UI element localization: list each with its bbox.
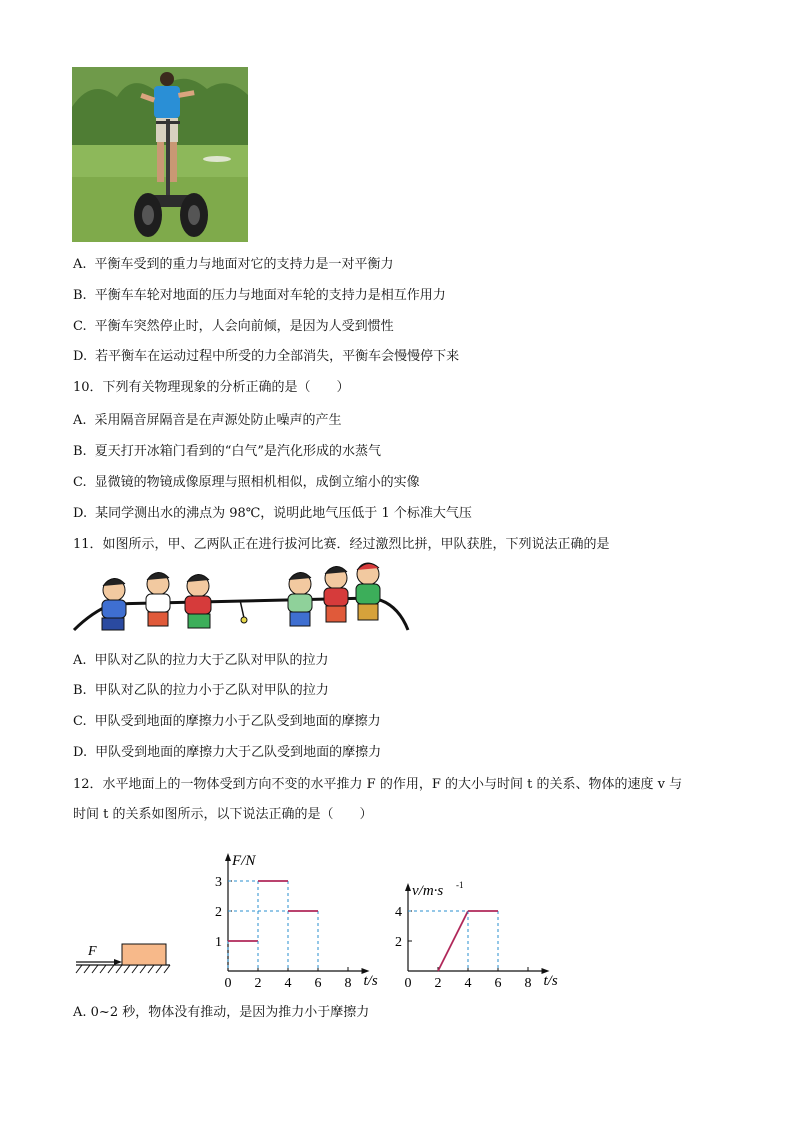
option-text: 显微镜的物镜成像原理与照相机相似，成倒立缩小的实像 — [94, 475, 420, 490]
x-tick-label: 4 — [284, 976, 292, 991]
option-label: D. — [73, 506, 88, 521]
block-diagram — [76, 944, 170, 973]
option-label: C. — [73, 319, 87, 334]
q12-option-a: A. 0~2 秒，物体没有推动，是因为推力小于摩擦力 — [73, 1005, 370, 1020]
q10-stem: 10．下列有关物理现象的分析正确的是（ ） — [73, 380, 350, 395]
q11-stem: 11．如图所示，甲、乙两队正在进行拔河比赛．经过激烈比拼，甲队获胜，下列说法正确的是 — [73, 537, 610, 552]
option-label: B. — [73, 288, 87, 303]
q11-option-c — [73, 713, 381, 731]
y-tick-label: 3 — [215, 875, 222, 890]
option-label: D. — [73, 349, 88, 364]
force-time-chart — [215, 853, 378, 991]
y-axis-arrowhead — [405, 883, 411, 891]
q10-option-a — [73, 412, 342, 430]
q11-option-b — [73, 682, 329, 700]
option-text: 若平衡车在运动过程中所受的力全部消失，平衡车会慢慢停下来 — [95, 349, 460, 364]
x-tick-label: 2 — [254, 976, 262, 991]
x-tick-label: 8 — [524, 976, 532, 991]
ground-hatching — [76, 965, 170, 973]
option-label: B. — [73, 444, 87, 459]
q9-option-a — [73, 256, 394, 274]
velocity-time-chart — [395, 880, 558, 991]
option-label: D. — [73, 745, 88, 760]
block — [122, 944, 166, 965]
option-text: 采用隔音屏隔音是在声源处防止噪声的产生 — [94, 413, 342, 428]
x-tick-label: 8 — [344, 976, 352, 991]
x-tick-label: 0 — [404, 976, 412, 991]
y-tick-label: 1 — [215, 935, 222, 950]
tug-of-war-illustration — [72, 562, 412, 640]
option-text: 甲队受到地面的摩擦力小于乙队受到地面的摩擦力 — [94, 714, 381, 729]
q12-stem-line2: 时间 t 的关系如图所示，以下说法正确的是（ ） — [73, 807, 373, 822]
y-axis-arrowhead — [225, 853, 231, 861]
option-label: B. — [73, 683, 87, 698]
x-tick-label: 2 — [434, 976, 442, 991]
data-segment — [438, 911, 468, 971]
option-label: C. — [73, 714, 87, 729]
q9-option-d — [73, 348, 459, 366]
x-tick-label: 0 — [224, 976, 232, 991]
option-text: 甲队对乙队的拉力小于乙队对甲队的拉力 — [94, 683, 329, 698]
q10-option-c — [73, 474, 420, 492]
q10-option-d — [73, 505, 472, 523]
x-axis-label: t/s — [363, 973, 378, 989]
option-label: A. — [73, 653, 87, 668]
y-axis-label: v/m·s — [412, 883, 444, 899]
option-label: C. — [73, 475, 87, 490]
x-axis-label: t/s — [543, 973, 558, 989]
y-tick-label: 2 — [215, 905, 222, 920]
x-tick-label: 4 — [464, 976, 472, 991]
balance-vehicle-photo — [72, 67, 248, 242]
q10-option-b — [73, 443, 381, 461]
option-text: 平衡车车轮对地面的压力与地面对车轮的支持力是相互作用力 — [94, 288, 446, 303]
q9-option-b — [73, 287, 446, 305]
option-text: 夏天打开冰箱门看到的“白气”是汽化形成的水蒸气 — [94, 444, 381, 459]
q12-figures — [72, 838, 592, 998]
x-tick-label: 6 — [494, 976, 502, 991]
option-text: 某同学测出水的沸点为 98℃，说明此地气压低于 1 个标准大气压 — [95, 506, 472, 521]
y-tick-label: 4 — [395, 905, 402, 920]
x-tick-label: 6 — [314, 976, 322, 991]
option-label: A. — [73, 413, 87, 428]
option-text: 甲队受到地面的摩擦力大于乙队受到地面的摩擦力 — [95, 745, 382, 760]
option-text: 平衡车受到的重力与地面对它的支持力是一对平衡力 — [94, 257, 394, 272]
q9-option-c — [73, 318, 394, 336]
force-arrowhead — [114, 959, 122, 965]
q11-option-d — [73, 744, 381, 762]
y-tick-label: 2 — [395, 935, 402, 950]
q11-option-a — [73, 652, 329, 670]
y-axis-label: F/N — [232, 853, 256, 869]
q12-stem-line1: 12．水平地面上的一物体受到方向不变的水平推力 F 的作用，F 的大小与时间 t 的关系、物体的速度 v 与 — [73, 777, 683, 792]
force-label: F — [88, 944, 97, 959]
option-text: 平衡车突然停止时，人会向前倾，是因为人受到惯性 — [94, 319, 394, 334]
y-axis-label-exponent: -1 — [456, 880, 464, 890]
option-text: 甲队对乙队的拉力大于乙队对甲队的拉力 — [94, 653, 329, 668]
option-label: A. — [73, 257, 87, 272]
